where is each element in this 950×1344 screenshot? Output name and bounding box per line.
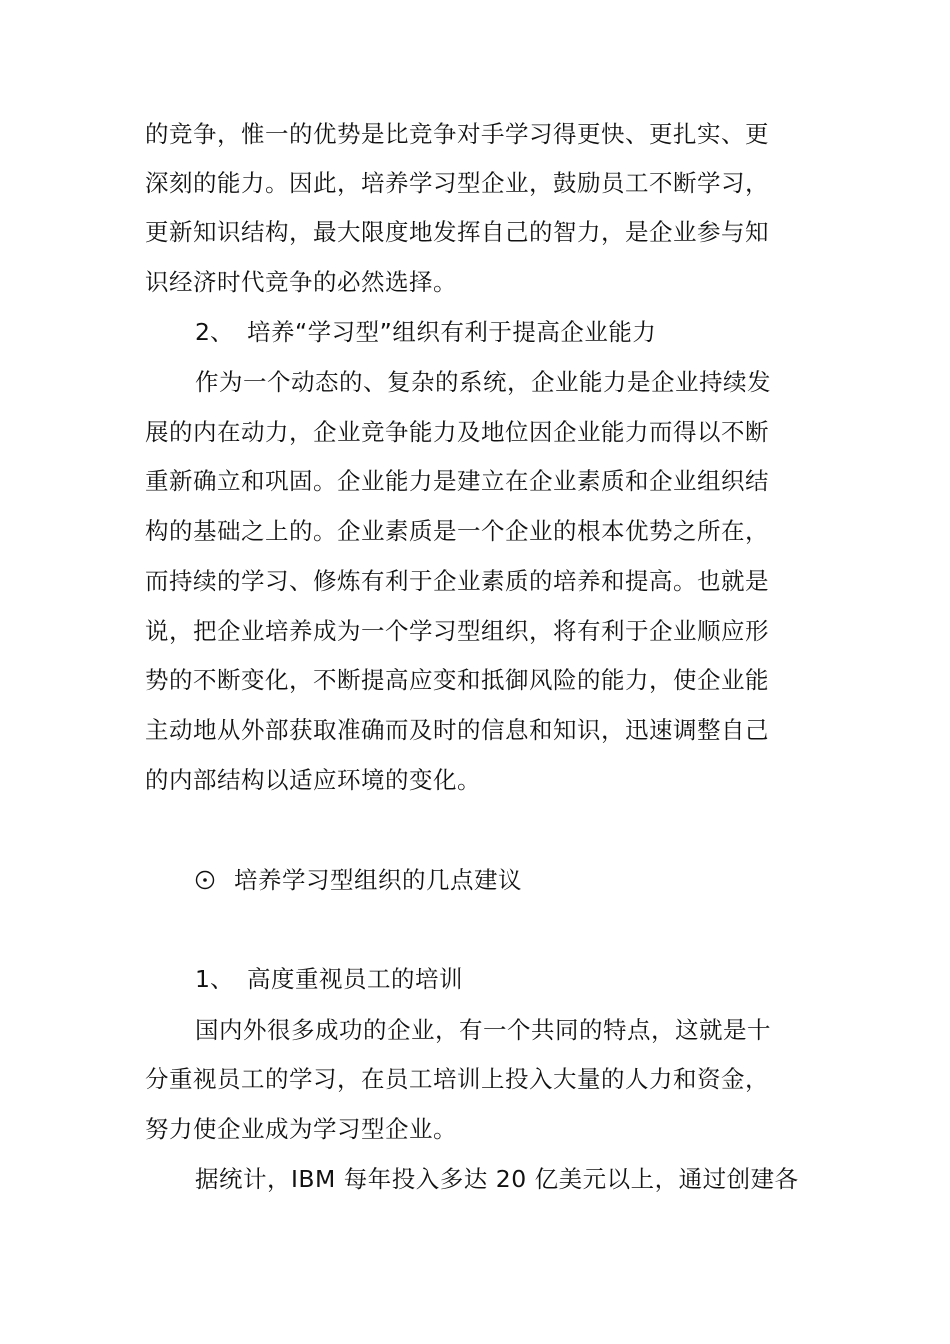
paragraph-3-line-1: 国内外很多成功的企业，有一个共同的特点，这就是十 [195,1016,771,1044]
section-heading-text: 培养学习型组织的几点建议 [234,866,522,894]
circled-dot-icon [195,870,215,890]
paragraph-3-line-3: 努力使企业成为学习型企业。 [145,1115,457,1143]
paragraph-1-line-4: 识经济时代竞争的必然选择。 [145,268,457,296]
paragraph-4-line-1: 据统计，IBM 每年投入多达 20 亿美元以上，通过创建各 [195,1165,799,1193]
heading-2-number: 2、 [195,318,234,346]
paragraph-2-line-3: 重新确立和巩固。企业能力是建立在企业素质和企业组织结 [145,467,769,495]
paragraph-2-line-1: 作为一个动态的、复杂的系统，企业能力是企业持续发 [195,368,771,396]
paragraph-2-line-2: 展的内在动力，企业竞争能力及地位因企业能力而得以不断 [145,418,769,446]
paragraph-2-line-4: 构的基础之上的。企业素质是一个企业的根本优势之所在， [145,517,769,545]
paragraph-1-line-2: 深刻的能力。因此，培养学习型企业，鼓励员工不断学习， [145,169,769,197]
paragraph-1-line-1: 的竞争，惟一的优势是比竞争对手学习得更快、更扎实、更 [145,120,769,148]
paragraph-2-line-9: 的内部结构以适应环境的变化。 [145,766,481,794]
paragraph-3-line-2: 分重视员工的学习，在员工培训上投入大量的人力和资金， [145,1065,769,1093]
heading-1-text: 高度重视员工的培训 [247,965,463,993]
paragraph-2-line-8: 主动地从外部获取准确而及时的信息和知识，迅速调整自己 [145,716,769,744]
paragraph-2-line-5: 而持续的学习、修炼有利于企业素质的培养和提高。也就是 [145,567,769,595]
paragraph-2-line-7: 势的不断变化，不断提高应变和抵御风险的能力，使企业能 [145,666,769,694]
paragraph-1-line-3: 更新知识结构，最大限度地发挥自己的智力，是企业参与知 [145,218,769,246]
heading-1-number: 1、 [195,965,234,993]
heading-2-text: 培养“学习型”组织有利于提高企业能力 [247,318,657,346]
paragraph-2-line-6: 说，把企业培养成为一个学习型组织，将有利于企业顺应形 [145,617,769,645]
